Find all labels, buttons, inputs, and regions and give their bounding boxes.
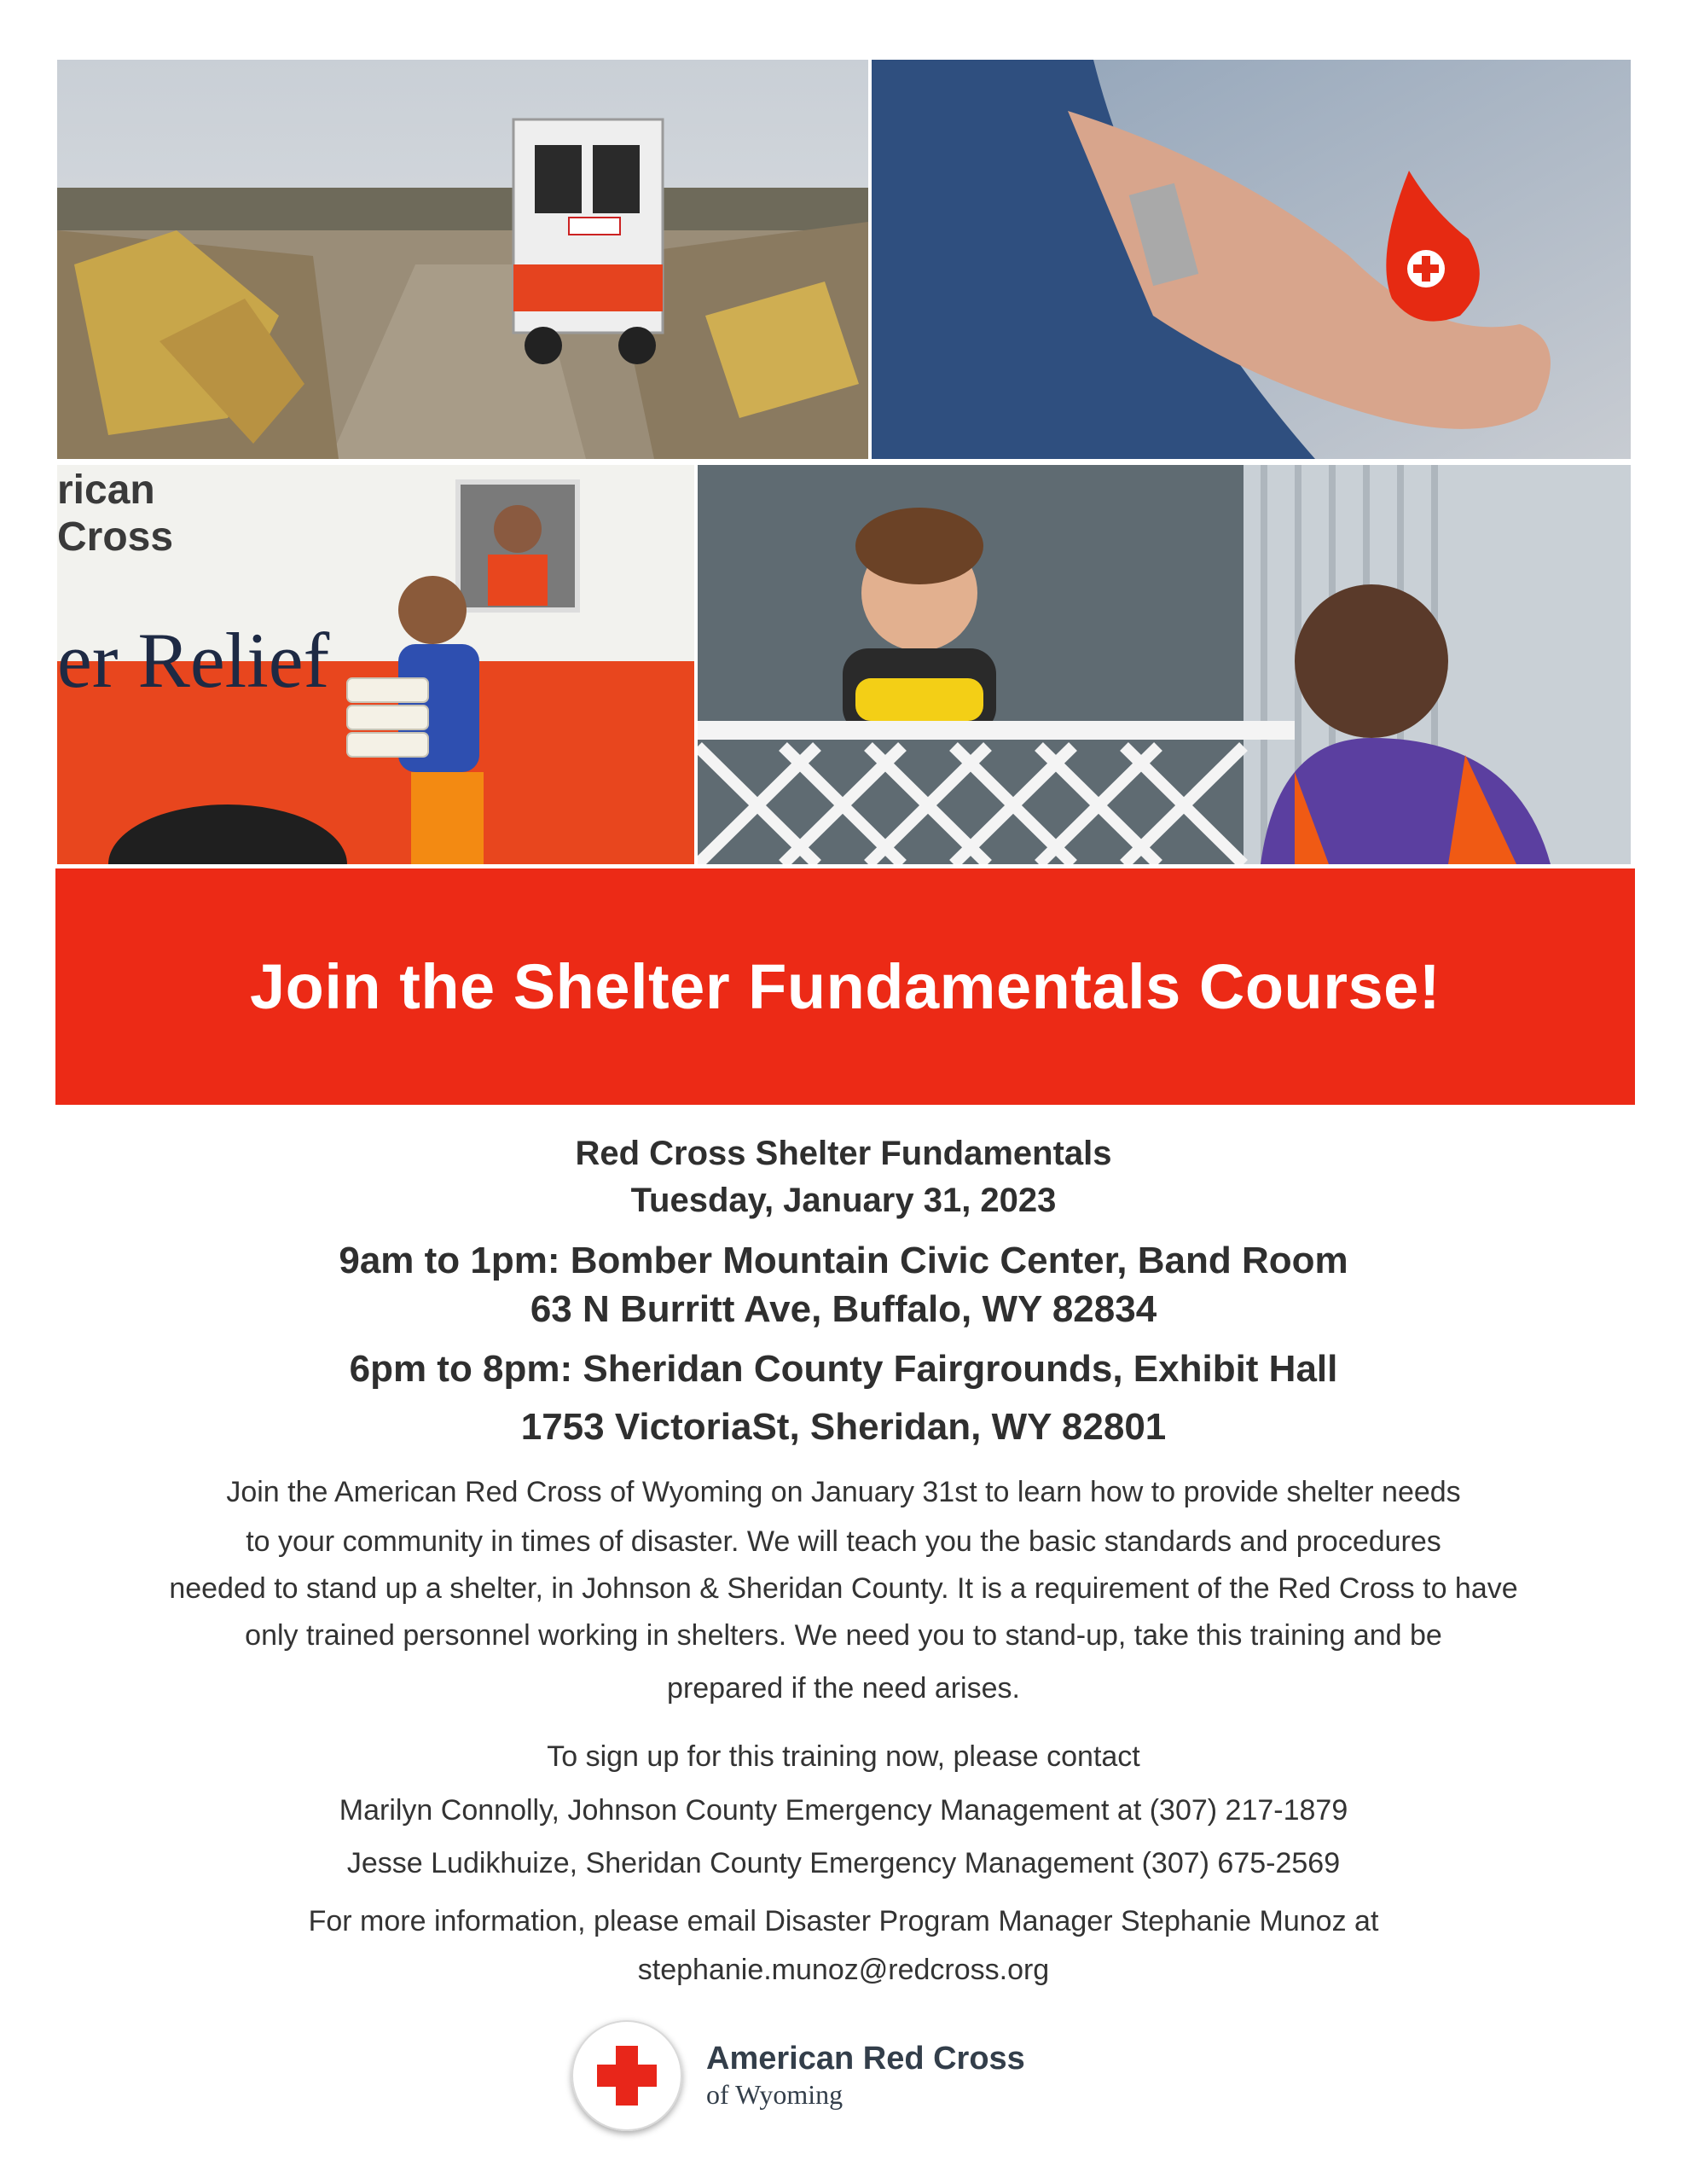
hand-stress-drop-photo	[872, 60, 1631, 459]
red-cross-icon	[571, 2020, 682, 2131]
banner-title: Join the Shelter Fundamentals Course!	[250, 951, 1441, 1022]
org-name: American Red Cross	[706, 2041, 1025, 2077]
event-name: Red Cross Shelter Fundamentals	[575, 1135, 1112, 1172]
volunteers-porch-photo	[698, 465, 1631, 864]
session2-time-place: 6pm to 8pm: Sheridan County Fairgrounds, Exhibit Hall	[349, 1348, 1338, 1390]
description-line-3: needed to stand up a shelter, in Johnson & Sheridan County. It is a requirement of the Red Cross to have	[169, 1572, 1518, 1605]
signup-intro: To sign up for this training now, please contact	[547, 1740, 1140, 1773]
truck-disaster-photo	[57, 60, 868, 459]
session1-address: 63 N Burritt Ave, Buffalo, WY 82834	[530, 1288, 1157, 1330]
relief-truck-photo	[57, 465, 694, 864]
description-line-1: Join the American Red Cross of Wyoming on January 31st to learn how to provide shelter needs	[226, 1476, 1461, 1508]
event-date: Tuesday, January 31, 2023	[630, 1182, 1057, 1219]
org-subtitle: of Wyoming	[706, 2079, 844, 2110]
contact-sheridan: Jesse Ludikhuize, Sheridan County Emergency Management (307) 675-2569	[346, 1847, 1341, 1879]
truck-text-american: rican	[57, 468, 155, 513]
description-line-5: prepared if the need arises.	[667, 1672, 1020, 1705]
session2-address: 1753 VictoriaSt, Sheridan, WY 82801	[520, 1406, 1167, 1448]
contact-email-link[interactable]: stephanie.munoz@redcross.org	[637, 1954, 1050, 1986]
description-line-4: only trained personnel working in shelters. We need you to stand-up, take this training and be	[245, 1619, 1442, 1652]
red-cross-logo	[571, 2020, 1025, 2131]
truck-text-relief: er Relief	[57, 617, 330, 704]
course-banner	[55, 868, 1635, 1105]
session1-time-place: 9am to 1pm: Bomber Mountain Civic Center, Band Room	[339, 1240, 1348, 1281]
description-line-2: to your community in times of disaster. We will teach you the basic standards and procedures	[246, 1525, 1441, 1558]
more-info-text: For more information, please email Disaster Program Manager Stephanie Munoz at	[308, 1905, 1379, 1937]
truck-text-cross: Cross	[57, 514, 174, 560]
contact-johnson: Marilyn Connolly, Johnson County Emergency Management at (307) 217-1879	[339, 1794, 1348, 1827]
